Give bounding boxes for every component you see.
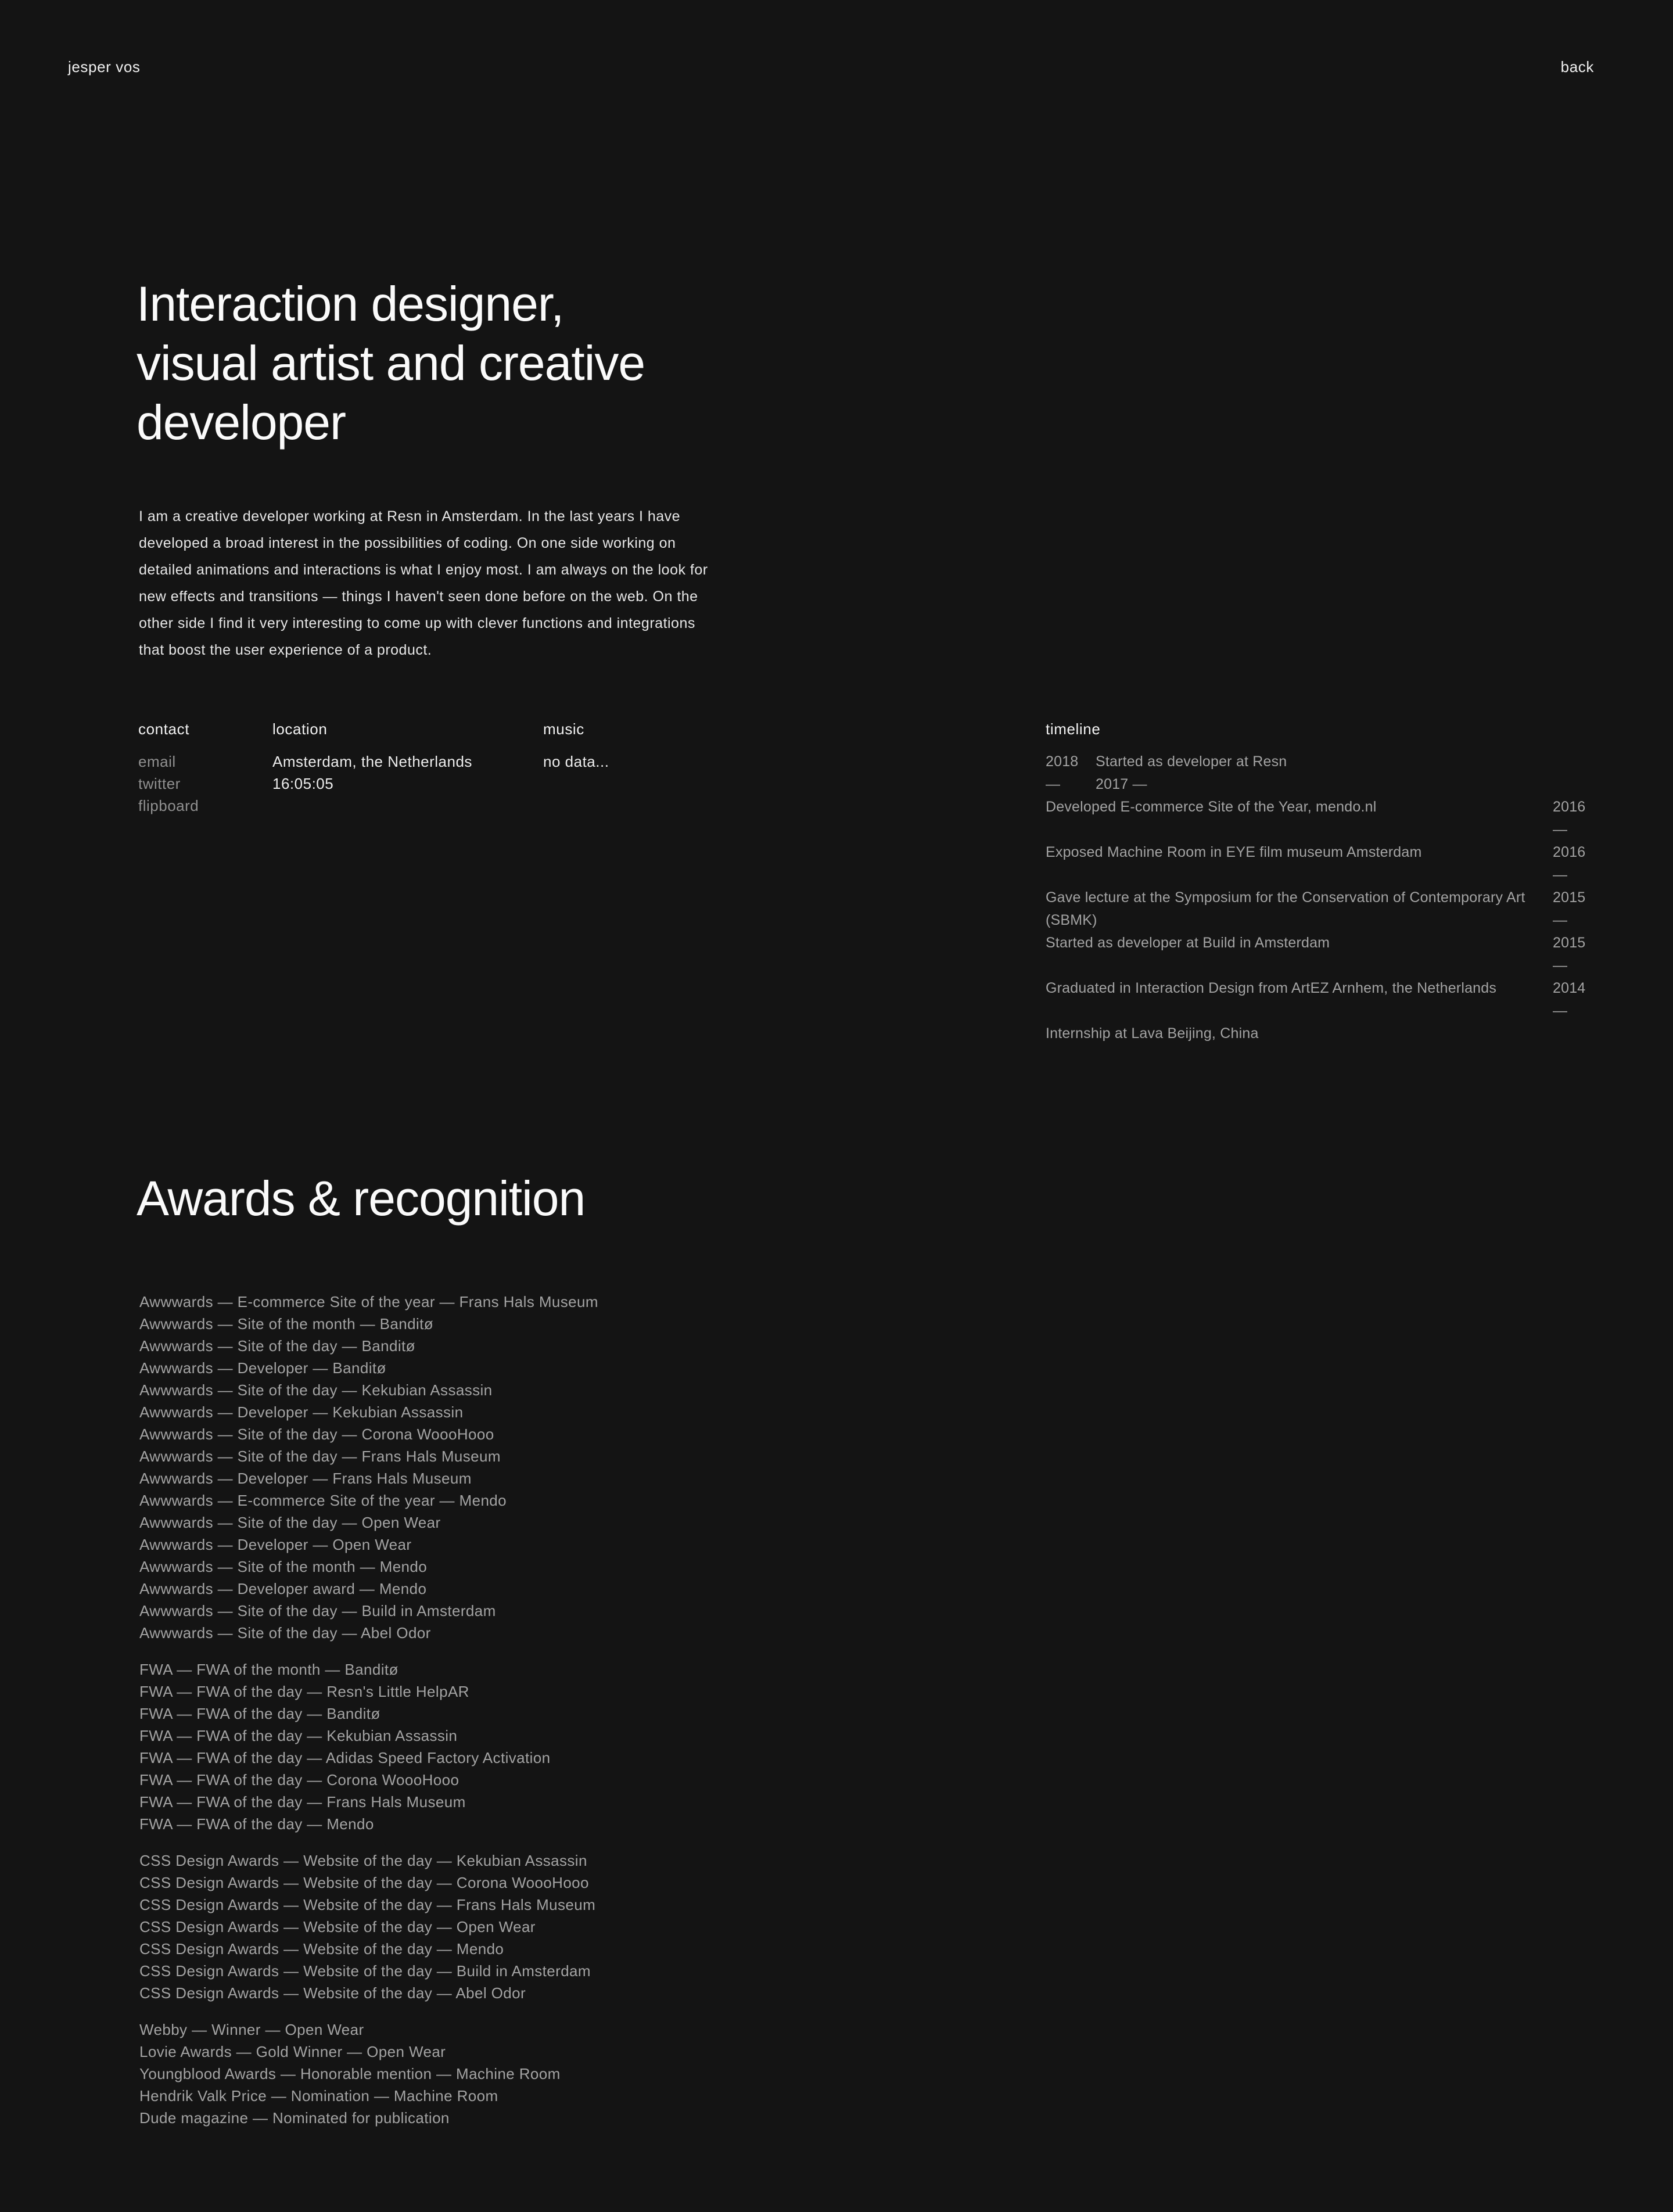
award-item: Awwwards — Developer — Frans Hals Museum — [139, 1470, 472, 1487]
top-bar — [68, 58, 1594, 76]
timeline-event-text: Developed E-commerce Site of the Year, mendo.nl — [1046, 799, 1377, 815]
timeline-event-text — [1046, 954, 1553, 977]
email-link[interactable]: email — [138, 753, 176, 770]
timeline-year-left: — — [1046, 776, 1061, 792]
timeline-column — [1046, 718, 1589, 1045]
timeline-year-right: 2014 — [1553, 980, 1586, 996]
timeline-year-right: — — [1553, 867, 1568, 883]
award-item: FWA — FWA of the day — Corona WoooHooo — [139, 1771, 459, 1789]
timeline-row — [1046, 977, 1589, 1000]
award-item: Awwwards — E-commerce Site of the year — Mendo — [139, 1492, 507, 1509]
timeline-event-text — [1046, 818, 1553, 841]
award-item: Awwwards — Site of the day — Open Wear — [139, 1514, 441, 1531]
timeline-rows — [1046, 751, 1589, 1045]
location-time: 16:05:05 — [272, 775, 334, 792]
award-item: CSS Design Awards — Website of the day — Kekubian Assassin — [139, 1852, 587, 1869]
timeline-event-text: 2017 — — [1096, 776, 1147, 792]
award-item: FWA — FWA of the day — Adidas Speed Factory Activation — [139, 1749, 551, 1766]
page-title — [137, 274, 645, 452]
timeline-row — [1046, 773, 1589, 796]
title-line-1: Interaction designer, — [137, 276, 564, 331]
timeline-event-text: (SBMK) — [1046, 912, 1097, 928]
contact-label: contact — [138, 720, 190, 738]
timeline-event-text — [1046, 1000, 1553, 1022]
award-item: Youngblood Awards — Honorable mention — Machine Room — [139, 2065, 561, 2082]
award-item: Hendrik Valk Price — Nomination — Machine Room — [139, 2087, 498, 2105]
awards-list — [139, 1291, 598, 2143]
info-section — [138, 718, 1589, 1066]
music-column — [543, 718, 609, 773]
award-item: Awwwards — Developer — Open Wear — [139, 1536, 412, 1553]
timeline-label: timeline — [1046, 720, 1101, 738]
location-city: Amsterdam, the Netherlands — [272, 753, 472, 770]
award-item: CSS Design Awards — Website of the day — Corona WoooHooo — [139, 1874, 589, 1891]
award-item: CSS Design Awards — Website of the day — Mendo — [139, 1940, 504, 1958]
timeline-year-right: — — [1553, 912, 1568, 928]
timeline-year-right — [1553, 1022, 1589, 1045]
timeline-row — [1046, 1000, 1589, 1022]
award-item: FWA — FWA of the month — Banditø — [139, 1661, 398, 1678]
award-item: Awwwards — Site of the day — Abel Odor — [139, 1624, 431, 1642]
award-group — [139, 2019, 598, 2129]
timeline-year-right: — — [1553, 1003, 1568, 1019]
award-group — [139, 1658, 598, 1835]
award-item: Lovie Awards — Gold Winner — Open Wear — [139, 2043, 446, 2060]
back-link[interactable]: back — [1560, 58, 1594, 76]
timeline-event-text: Started as developer at Build in Amsterdam — [1046, 935, 1330, 951]
award-item: FWA — FWA of the day — Frans Hals Museum — [139, 1793, 466, 1811]
award-item: Awwwards — Site of the day — Build in Amsterdam — [139, 1602, 496, 1620]
award-item: Awwwards — E-commerce Site of the year — Frans Hals Museum — [139, 1293, 598, 1310]
award-item: Awwwards — Developer — Banditø — [139, 1359, 386, 1377]
award-item: CSS Design Awards — Website of the day — Build in Amsterdam — [139, 1962, 591, 1980]
timeline-event-text: Gave lecture at the Symposium for the Conservation of Contemporary Art — [1046, 889, 1525, 906]
timeline-row — [1046, 751, 1589, 773]
award-item: Awwwards — Site of the day — Banditø — [139, 1337, 415, 1355]
award-item: Webby — Winner — Open Wear — [139, 2021, 364, 2038]
timeline-event-text — [1046, 864, 1553, 886]
timeline-event-text: Started as developer at Resn — [1096, 753, 1287, 770]
timeline-year-right: — — [1553, 821, 1568, 838]
timeline-row — [1046, 818, 1589, 841]
music-label: music — [543, 720, 584, 738]
site-logo[interactable]: jesper vos — [68, 58, 141, 76]
award-group — [139, 1850, 598, 2004]
timeline-event-text: Internship at Lava Beijing, China — [1046, 1025, 1259, 1042]
timeline-year-left: 2018 — [1046, 753, 1079, 770]
award-item: CSS Design Awards — Website of the day — Open Wear — [139, 1918, 536, 1936]
flipboard-link[interactable]: flipboard — [138, 797, 199, 814]
title-line-3: developer — [137, 395, 346, 450]
timeline-year-right: — — [1553, 957, 1568, 974]
timeline-event-text: Exposed Machine Room in EYE film museum Amsterdam — [1046, 844, 1422, 860]
award-item: Dude magazine — Nominated for publication — [139, 2109, 450, 2127]
timeline-year-right: 2016 — [1553, 844, 1586, 860]
award-item: Awwwards — Site of the day — Corona WoooHooo — [139, 1425, 494, 1443]
award-item: FWA — FWA of the day — Kekubian Assassin — [139, 1727, 458, 1744]
award-item: FWA — FWA of the day — Banditø — [139, 1705, 380, 1722]
award-item: Awwwards — Site of the month — Mendo — [139, 1558, 428, 1575]
timeline-row — [1046, 864, 1589, 886]
location-label: location — [272, 720, 328, 738]
timeline-row — [1046, 954, 1589, 977]
timeline-row — [1046, 796, 1589, 818]
award-item: CSS Design Awards — Website of the day — Abel Odor — [139, 1984, 526, 2002]
timeline-row — [1046, 886, 1589, 909]
award-item: FWA — FWA of the day — Mendo — [139, 1815, 374, 1833]
award-item: Awwwards — Developer award — Mendo — [139, 1580, 427, 1597]
award-item: Awwwards — Site of the month — Banditø — [139, 1315, 434, 1333]
timeline-year-right — [1553, 751, 1589, 773]
timeline-year-right: 2016 — [1553, 799, 1586, 815]
timeline-row — [1046, 932, 1589, 954]
music-status: no data... — [543, 753, 609, 770]
contact-column — [138, 718, 199, 817]
award-item: CSS Design Awards — Website of the day — Frans Hals Museum — [139, 1896, 596, 1913]
timeline-row — [1046, 1022, 1589, 1045]
timeline-year-right: 2015 — [1553, 889, 1586, 906]
title-line-2: visual artist and creative — [137, 336, 645, 390]
intro-paragraph: I am a creative developer working at Resn in Amsterdam. In the last years I have developed a broad interest in the possibilities of coding. On one side working on detailed animations and interactions is what I enjoy most. I am always on the look for new effects and transitions — things I haven't seen done before on the web. On the other side I find it very interesting to come up with clever functions and integrations that boost the user experience of a product. — [139, 508, 708, 658]
award-item: Awwwards — Site of the day — Frans Hals Museum — [139, 1448, 501, 1465]
timeline-event-text: Graduated in Interaction Design from ArtEZ Arnhem, the Netherlands — [1046, 980, 1497, 996]
award-item: Awwwards — Developer — Kekubian Assassin — [139, 1403, 464, 1421]
award-group — [139, 1291, 598, 1644]
timeline-row — [1046, 909, 1589, 932]
timeline-year-right: 2015 — [1553, 935, 1586, 951]
award-item: Awwwards — Site of the day — Kekubian Assassin — [139, 1381, 493, 1399]
timeline-year-right — [1553, 773, 1589, 796]
timeline-row — [1046, 841, 1589, 864]
twitter-link[interactable]: twitter — [138, 775, 181, 792]
awards-title: Awards & recognition — [137, 1171, 586, 1226]
award-item: FWA — FWA of the day — Resn's Little HelpAR — [139, 1683, 469, 1700]
location-column — [272, 718, 472, 795]
